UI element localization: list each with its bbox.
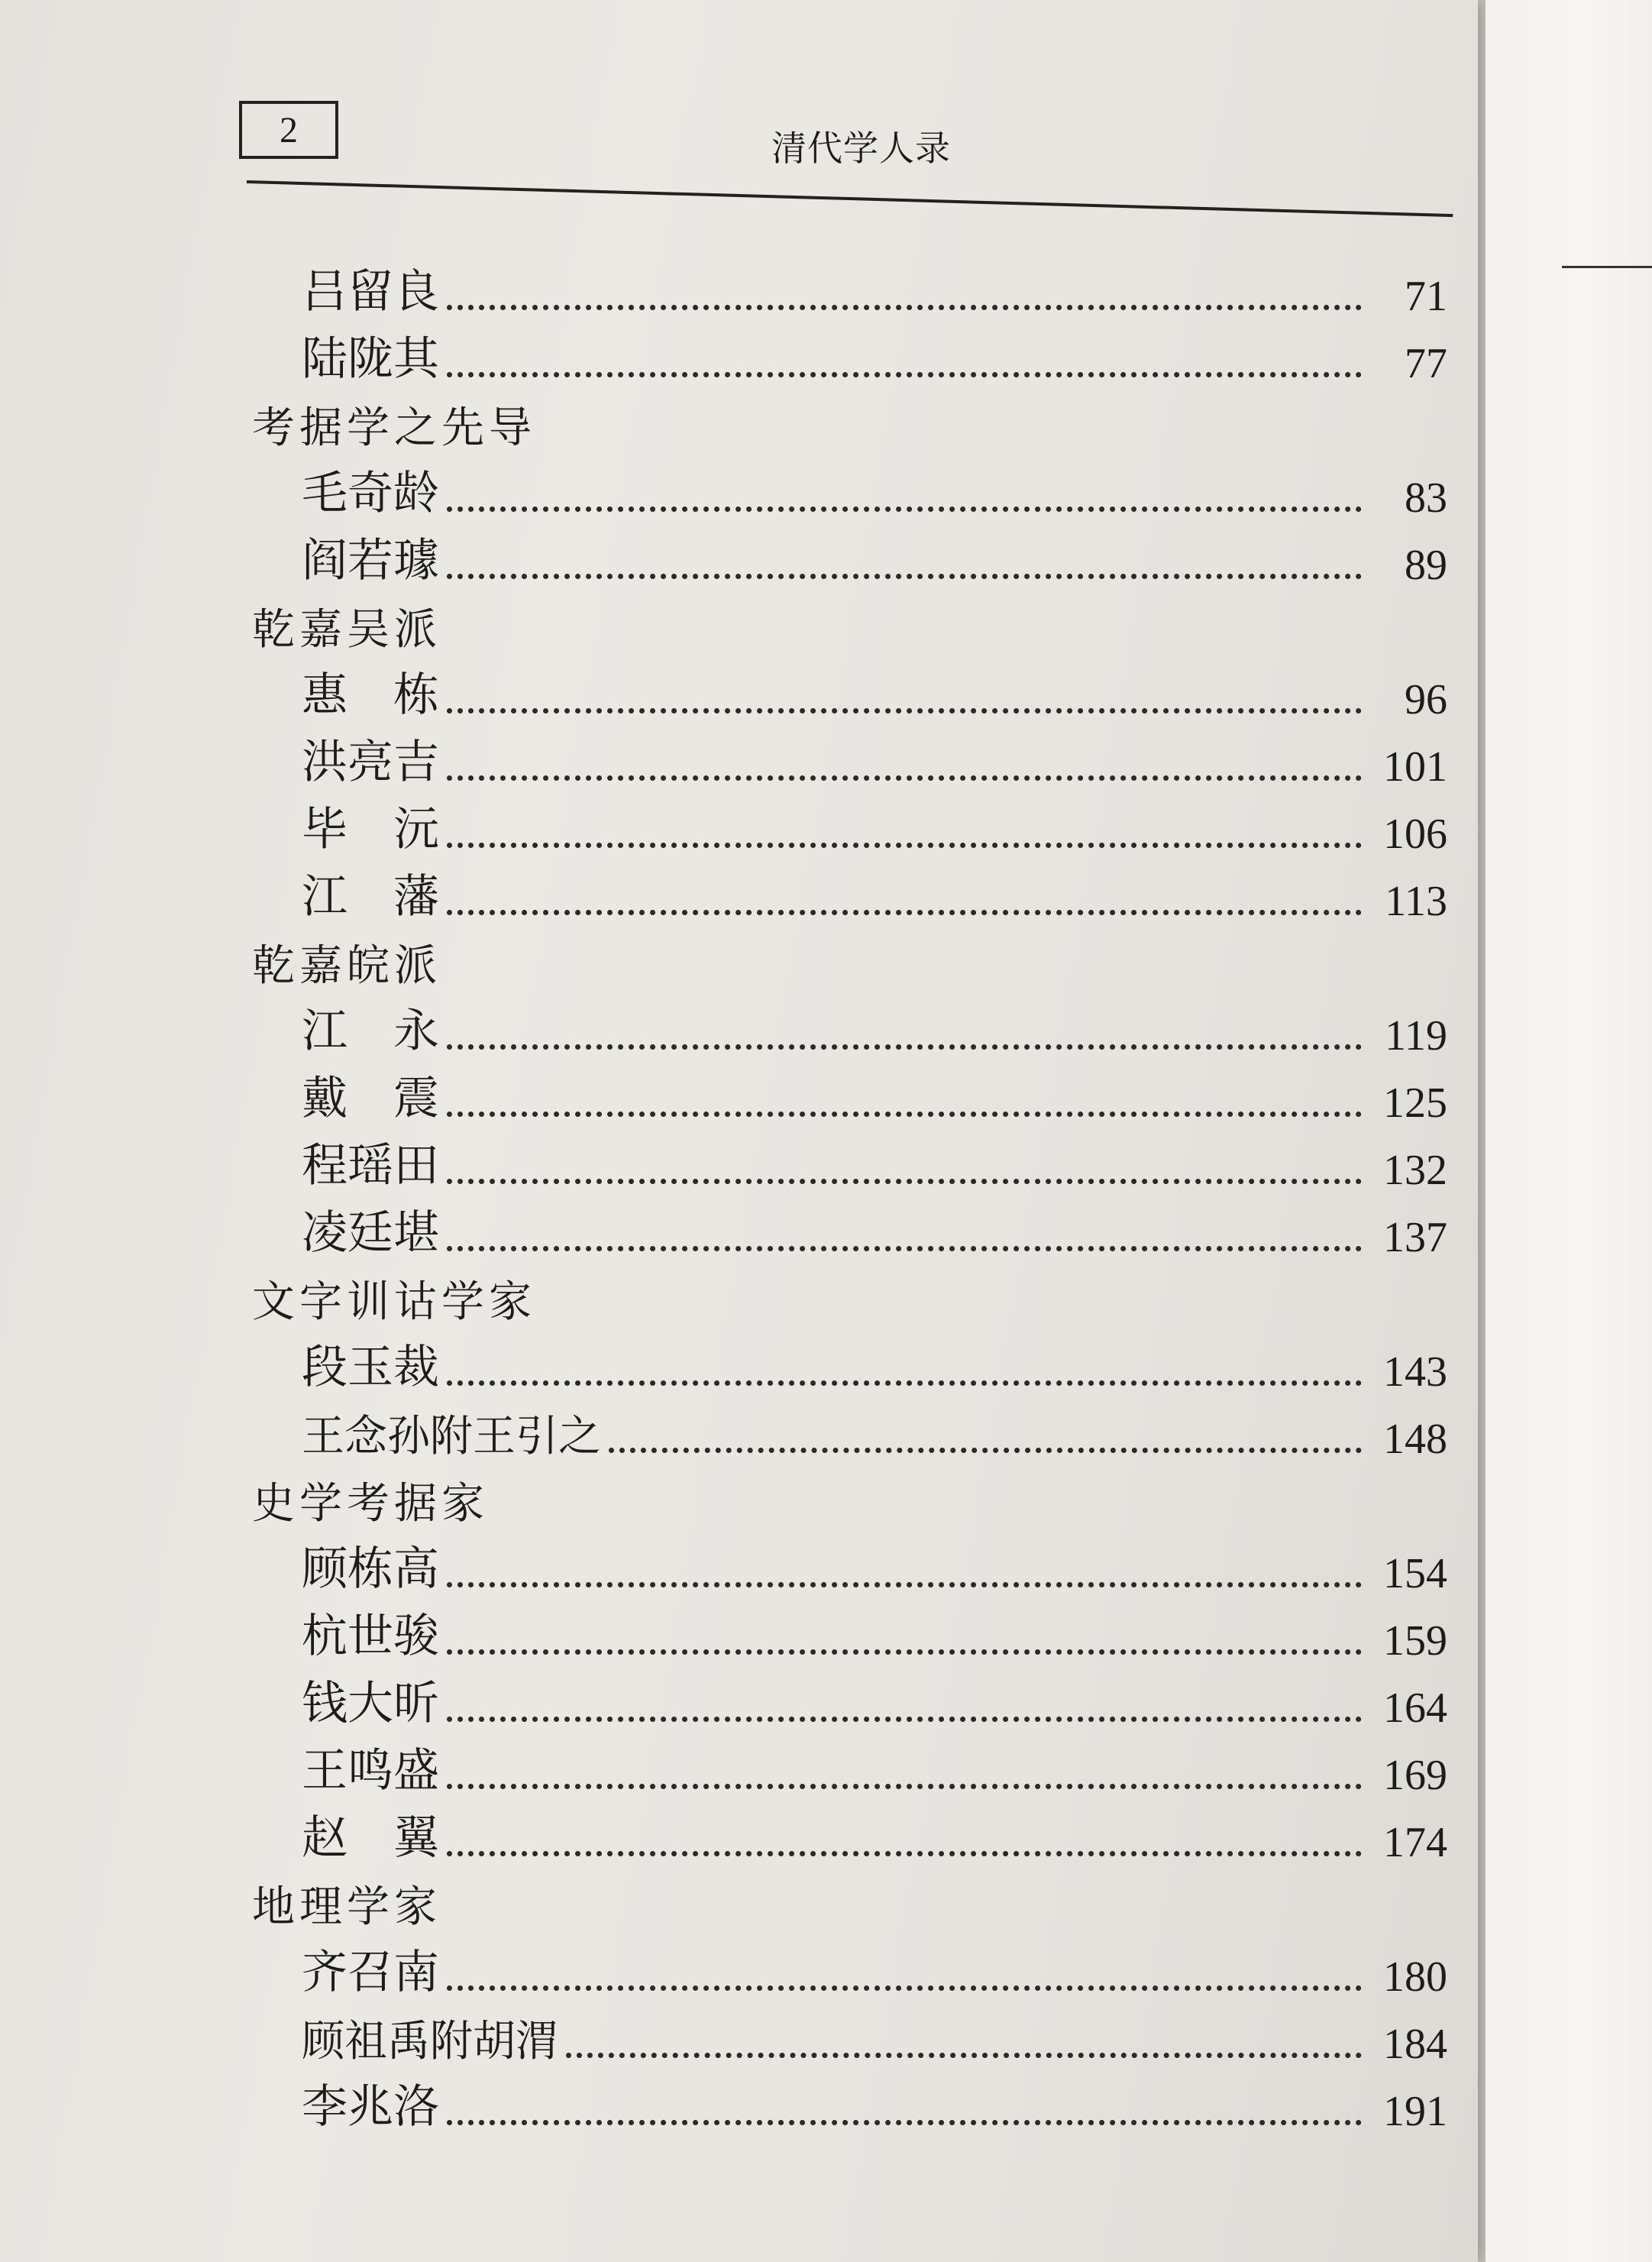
dot-leader <box>447 506 1362 512</box>
entry-page-number: 191 <box>1383 2088 1447 2135</box>
entry-page-number: 113 <box>1385 878 1447 925</box>
toc-entry <box>302 2008 1447 2069</box>
entry-name: 程瑶田 <box>302 1139 439 1192</box>
entry-page-number: 101 <box>1383 743 1447 791</box>
toc-entry <box>302 1604 1447 1665</box>
toc-entry <box>302 1066 1447 1128</box>
page-number: 2 <box>280 109 298 150</box>
dot-leader <box>447 372 1362 377</box>
section-title: 乾嘉吴派 <box>252 605 441 655</box>
toc-entry <box>302 730 1447 791</box>
section-title: 地理学家 <box>252 1882 441 1932</box>
entry-name: 杭世骏 <box>302 1610 439 1663</box>
entry-name: 惠 栋 <box>302 668 439 722</box>
entry-name: 王念孙附王引之 <box>302 1412 601 1461</box>
section-title: 文字训诂学家 <box>252 1277 536 1327</box>
dot-leader <box>447 1246 1362 1251</box>
entry-page-number: 164 <box>1383 1684 1447 1732</box>
entry-page-number: 125 <box>1383 1079 1447 1127</box>
toc-entry <box>302 1537 1447 1598</box>
entry-page-number: 119 <box>1385 1012 1447 1060</box>
section-title: 考据学之先导 <box>252 403 536 453</box>
dot-leader <box>447 1985 1362 1991</box>
entry-page-number: 71 <box>1405 273 1447 320</box>
dot-leader <box>447 1179 1362 1184</box>
dot-leader <box>447 1649 1362 1655</box>
dot-leader <box>447 2120 1362 2125</box>
entry-page-number: 137 <box>1383 1214 1447 1261</box>
dot-leader <box>447 1112 1362 1117</box>
toc-entry <box>302 461 1447 523</box>
entry-page-number: 83 <box>1405 474 1447 522</box>
entry-page-number: 148 <box>1383 1416 1447 1463</box>
toc-entry <box>302 663 1447 724</box>
toc-entry <box>302 2075 1447 2136</box>
entry-page-number: 77 <box>1405 340 1447 387</box>
entry-name: 齐召南 <box>302 1946 439 1999</box>
toc-entry <box>302 1134 1447 1195</box>
toc-entry <box>302 327 1447 388</box>
entry-name: 吕留良 <box>302 265 439 319</box>
entry-page-number: 184 <box>1383 2021 1447 2068</box>
dot-leader <box>447 775 1362 781</box>
toc-entry <box>302 1806 1447 1867</box>
toc-entry <box>302 999 1447 1060</box>
page-number-box <box>239 101 338 159</box>
entry-name: 顾祖禹附胡渭 <box>302 2017 558 2066</box>
running-title: 清代学人录 <box>771 128 951 169</box>
entry-name: 毕 沅 <box>302 803 439 856</box>
dot-leader <box>447 1044 1362 1050</box>
entry-page-number: 180 <box>1383 1953 1447 2001</box>
toc-entry <box>302 1739 1447 1800</box>
entry-name: 阎若璩 <box>302 534 439 587</box>
entry-name: 陆陇其 <box>302 332 439 386</box>
entry-page-number: 174 <box>1383 1819 1447 1866</box>
dot-leader <box>447 1717 1362 1722</box>
entry-page-number: 143 <box>1383 1348 1447 1396</box>
entry-page-number: 169 <box>1383 1752 1447 1799</box>
entry-name: 毛奇龄 <box>302 467 439 520</box>
dot-leader <box>447 910 1362 915</box>
entry-name: 顾栋高 <box>302 1542 439 1596</box>
entry-page-number: 89 <box>1405 542 1447 589</box>
entry-name: 李兆洛 <box>302 2080 439 2134</box>
entry-page-number: 159 <box>1383 1617 1447 1665</box>
toc-entry <box>302 1940 1447 2001</box>
dot-leader <box>447 305 1362 310</box>
entry-page-number: 96 <box>1405 676 1447 723</box>
entry-name: 段玉裁 <box>302 1341 439 1394</box>
dot-leader <box>566 2053 1362 2058</box>
toc-entry <box>302 1671 1447 1733</box>
toc-entry <box>302 865 1447 926</box>
header-rule <box>247 180 1453 217</box>
toc-entry <box>302 798 1447 859</box>
entry-page-number: 132 <box>1383 1147 1447 1194</box>
entry-page-number: 106 <box>1383 811 1447 858</box>
entry-name: 洪亮吉 <box>302 736 439 789</box>
facing-page-rule <box>1562 266 1652 268</box>
entry-name: 江 藩 <box>302 870 439 924</box>
dot-leader <box>447 1784 1362 1789</box>
dot-leader <box>447 574 1362 579</box>
dot-leader <box>447 708 1362 714</box>
dot-leader <box>447 1380 1362 1386</box>
entry-name: 戴 震 <box>302 1072 439 1125</box>
entry-name: 钱大昕 <box>302 1677 439 1730</box>
toc-entry <box>302 260 1447 321</box>
toc-entry <box>302 1403 1447 1464</box>
toc-entry <box>302 1201 1447 1262</box>
dot-leader <box>609 1448 1362 1453</box>
toc-entry <box>302 529 1447 590</box>
entry-page-number: 154 <box>1383 1550 1447 1597</box>
entry-name: 凌廷堪 <box>302 1206 439 1260</box>
entry-name: 赵 翼 <box>302 1811 439 1865</box>
entry-name: 王鸣盛 <box>302 1744 439 1798</box>
section-title: 史学考据家 <box>252 1479 489 1529</box>
dot-leader <box>447 1582 1362 1587</box>
dot-leader <box>447 1851 1362 1856</box>
facing-page-edge <box>1486 0 1652 2262</box>
section-title: 乾嘉皖派 <box>252 941 441 991</box>
toc-entry <box>302 1335 1447 1396</box>
dot-leader <box>447 843 1362 848</box>
entry-name: 江 永 <box>302 1005 439 1058</box>
